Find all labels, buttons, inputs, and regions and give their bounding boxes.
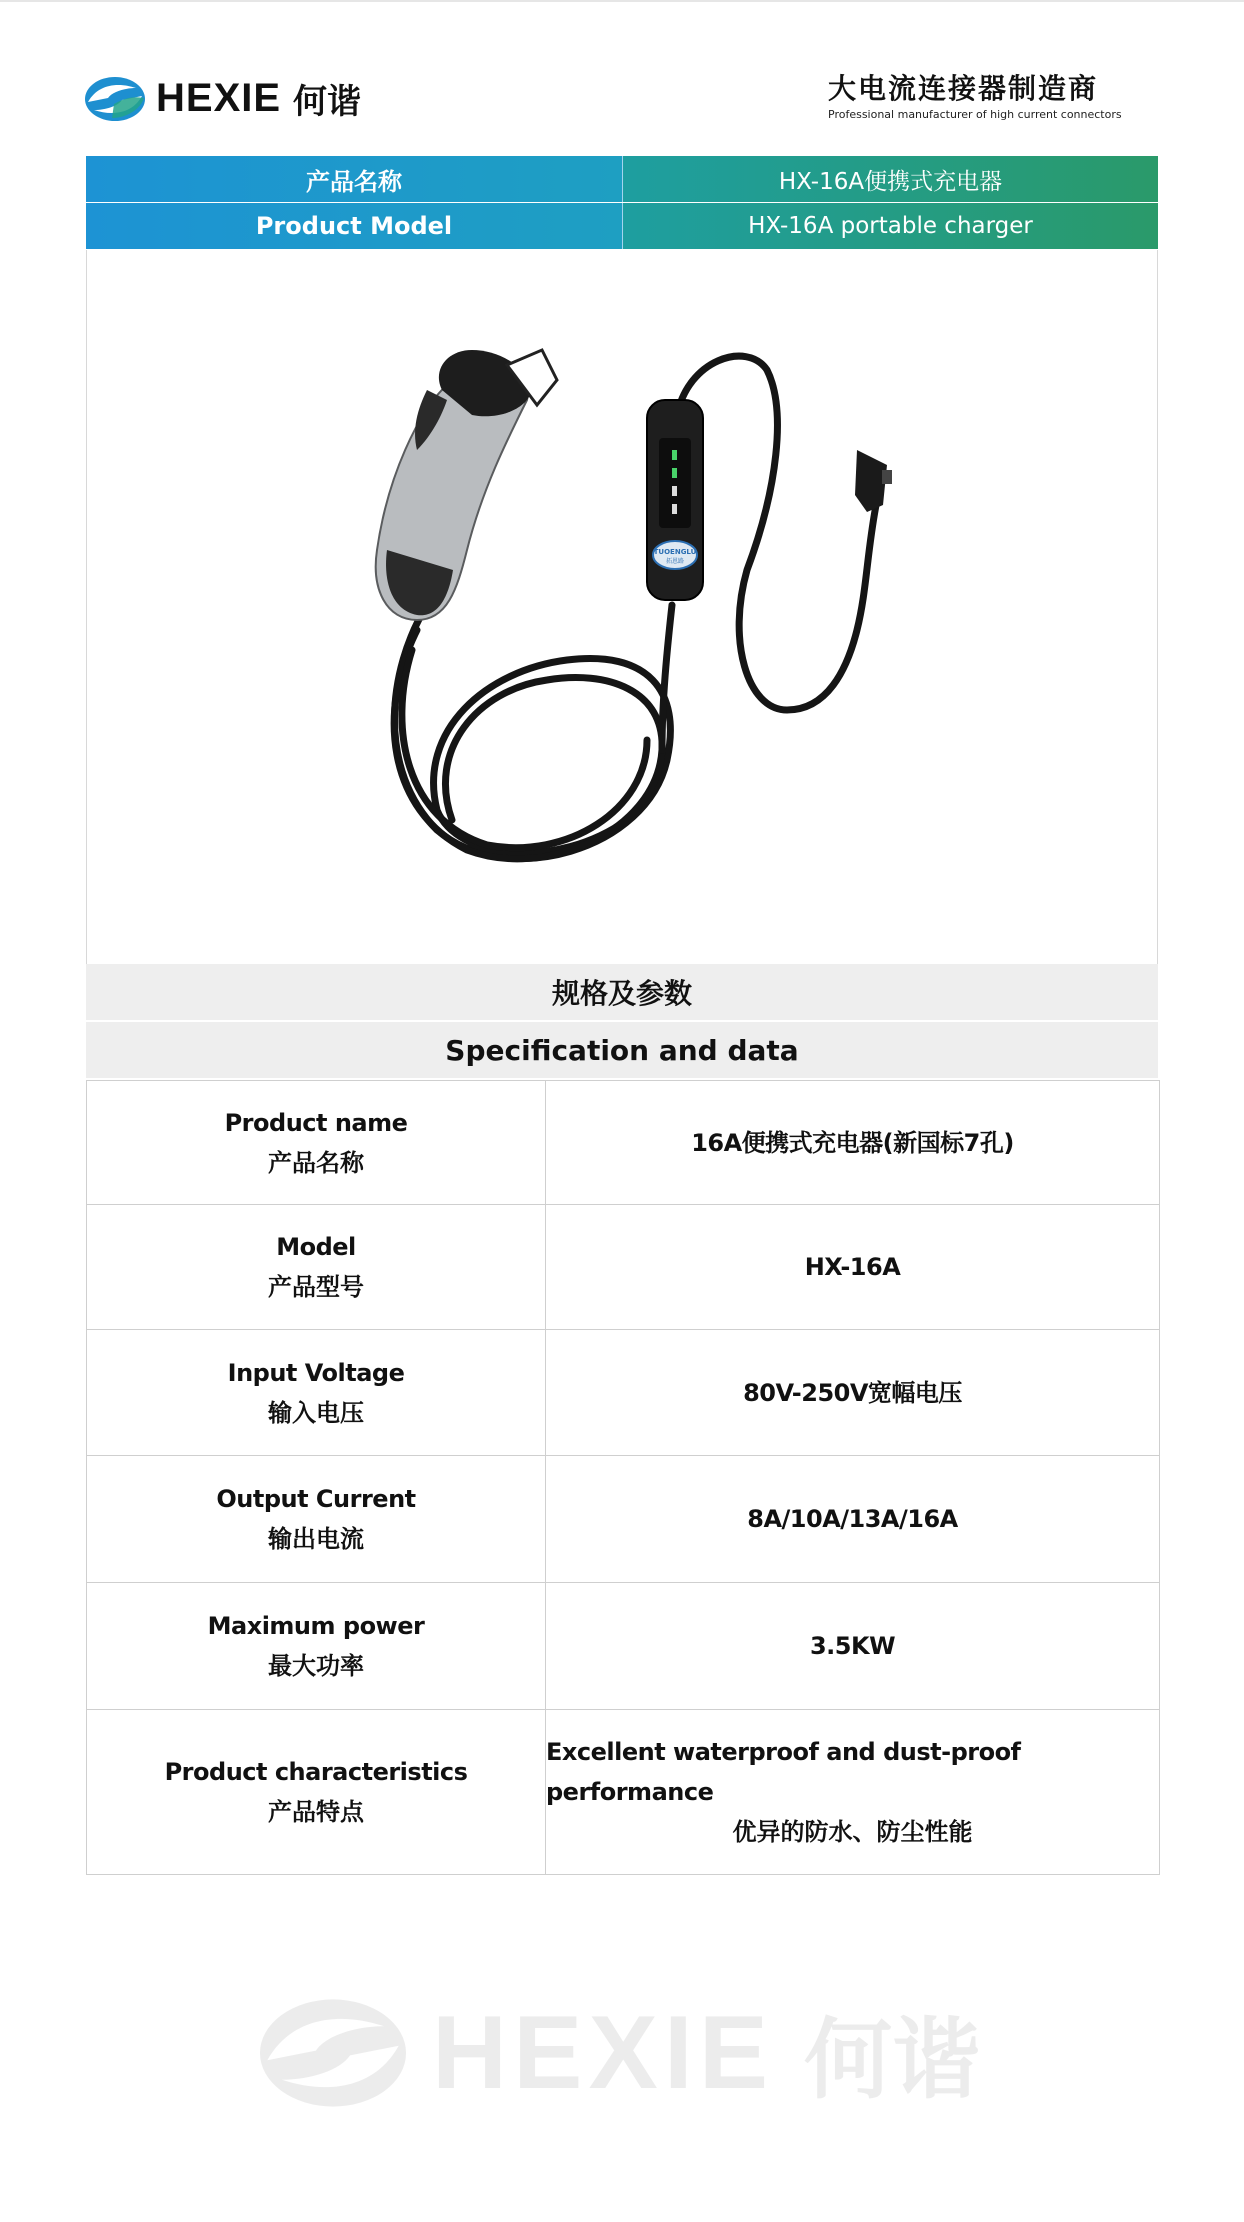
spec-label-cn: 最大功率 <box>268 1652 364 1680</box>
section-title-cn: 规格及参数 <box>86 964 1158 1022</box>
device-label: TUOENGLU <box>653 548 697 556</box>
spec-value-cn: 优异的防水、防尘性能 <box>732 1818 973 1846</box>
table-row <box>87 1583 1159 1710</box>
spec-value: 16A便携式充电器(新国标7孔) <box>691 1128 1014 1157</box>
tagline-cn: 大电流连接器制造商 <box>828 72 1099 105</box>
product-name-value: HX-16A便携式充电器 <box>623 156 1158 202</box>
spec-label-cn: 输出电流 <box>268 1525 364 1553</box>
spec-key <box>87 1710 546 1874</box>
spec-label-en: Output Current <box>216 1485 416 1513</box>
watermark <box>256 1990 980 2116</box>
spec-table <box>86 1080 1160 1875</box>
product-model-value: HX-16A portable charger <box>623 203 1158 249</box>
tagline-en: Professional manufacturer of high current connectors <box>828 108 1122 121</box>
spec-value: 3.5KW <box>809 1632 896 1660</box>
spec-value-cell <box>546 1583 1159 1709</box>
hexie-logo-icon <box>84 76 146 122</box>
product-model-label: Product Model <box>86 203 623 249</box>
table-row <box>87 1081 1159 1205</box>
spec-key <box>87 1205 546 1329</box>
spec-value: Excellent waterproof and dust-proof performance <box>546 1738 1021 1806</box>
spec-key <box>87 1456 546 1582</box>
brand-logo <box>84 74 361 123</box>
spec-key <box>87 1583 546 1709</box>
spec-value-cell <box>546 1205 1159 1329</box>
brand-name: HEXIE <box>156 76 282 120</box>
spec-label-en: Product characteristics <box>164 1758 468 1786</box>
spec-key <box>87 1330 546 1455</box>
spec-label-en: Input Voltage <box>227 1358 405 1387</box>
spec-value-cell <box>546 1081 1159 1204</box>
spec-label-en: Maximum power <box>207 1612 425 1640</box>
spec-label-en: Model <box>276 1233 356 1261</box>
product-name-label: 产品名称 <box>86 156 623 202</box>
spec-label-cn: 产品名称 <box>268 1148 364 1177</box>
spec-key <box>87 1081 546 1204</box>
top-divider <box>0 0 1244 2</box>
spec-value-cell <box>546 1710 1159 1874</box>
table-row <box>87 1710 1159 1874</box>
product-image-box <box>86 250 1158 965</box>
spec-value: 80V-250V宽幅电压 <box>743 1378 962 1407</box>
table-row <box>87 1456 1159 1583</box>
spec-label-cn: 输入电压 <box>268 1398 364 1427</box>
watermark-logo-icon <box>256 1997 410 2109</box>
spec-value: 8A/10A/13A/16A <box>747 1505 958 1533</box>
spec-value-cell <box>546 1330 1159 1455</box>
spec-label-en: Product name <box>224 1108 408 1137</box>
product-model-table <box>86 156 1158 249</box>
brand-name-cn: 何谐 <box>293 82 362 122</box>
spec-label-cn: 产品特点 <box>268 1798 364 1826</box>
spec-value-cell <box>546 1456 1159 1582</box>
device-sublabel: 拓恩路 <box>665 558 685 565</box>
tagline <box>828 72 1158 121</box>
watermark-brand-cn: 何谐 <box>804 2008 981 2111</box>
product-model-row <box>86 202 1158 249</box>
table-row <box>87 1205 1159 1330</box>
section-title-en: Specification and data <box>86 1022 1158 1078</box>
spec-value: HX-16A <box>804 1253 901 1281</box>
product-image <box>87 250 1157 964</box>
spec-label-cn: 产品型号 <box>268 1273 364 1301</box>
product-name-row <box>86 156 1158 202</box>
table-row <box>87 1330 1159 1456</box>
watermark-brand: HEXIE <box>432 1994 775 2111</box>
